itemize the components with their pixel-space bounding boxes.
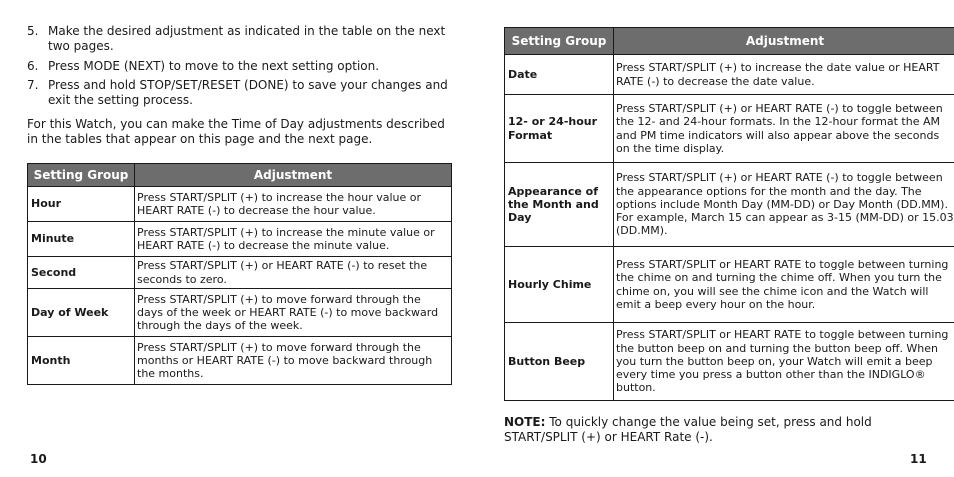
header-adjustment: Adjustment — [614, 28, 954, 55]
table-row — [505, 95, 954, 163]
row-adjustment: Press START/SPLIT or HEART RATE to toggle between turning the chime on and turning the chime off. When you turn the chime on, you will see the chime icon and the Watch will emit a beep every hour on the hour. — [614, 247, 954, 323]
note-label: NOTE: — [504, 415, 546, 429]
step-5 — [27, 24, 451, 54]
row-group: Hour — [28, 187, 135, 222]
page-number-right: 11 — [910, 452, 927, 466]
table-row — [28, 187, 452, 222]
row-adjustment: Press START/SPLIT (+) or HEART RATE (-) to toggle between the 12- and 24-hour formats. In the 12-hour format the AM and PM time indicators will also appear above the seconds on the time display. — [614, 95, 954, 163]
table-row — [28, 222, 452, 257]
row-group: Date — [505, 55, 614, 95]
step-text: Make the desired adjustment as indicated in the table on the next two pages. — [48, 24, 446, 53]
row-adjustment: Press START/SPLIT (+) to move forward through the days of the week or HEART RATE (-) to move backward through the days of the week. — [135, 289, 452, 337]
instruction-steps — [27, 24, 451, 113]
step-number: 6. — [27, 58, 39, 73]
row-adjustment: Press START/SPLIT (+) to move forward through the months or HEART RATE (-) to move backward through the months. — [135, 337, 452, 385]
header-setting-group: Setting Group — [505, 28, 614, 55]
row-group: Second — [28, 257, 135, 289]
header-adjustment: Adjustment — [135, 164, 452, 187]
table-row — [505, 163, 954, 247]
row-group: Hourly Chime — [505, 247, 614, 323]
table-row — [505, 247, 954, 323]
row-group: Minute — [28, 222, 135, 257]
intro-paragraph: For this Watch, you can make the Time of Day adjustments described in the tables that appear on this page and the next page. — [27, 117, 445, 146]
row-adjustment: Press START/SPLIT (+) to increase the minute value or HEART RATE (-) to decrease the minute value. — [135, 222, 452, 257]
row-adjustment: Press START/SPLIT (+) or HEART RATE (-) to toggle between the appearance options for the month and the day. The options include Month Day (MM-DD) or Day Month (DD.MM). For example, March 15 can appear as 3-15 (MM-DD) or 15.03 (DD.MM). — [614, 163, 954, 247]
step-7 — [27, 78, 451, 108]
row-adjustment: Press START/SPLIT (+) to increase the date value or HEART RATE (-) to decrease the date value. — [614, 55, 954, 95]
row-adjustment: Press START/SPLIT or HEART RATE to toggle between turning the button beep on and turning the button beep off. When you turn the button beep on, your Watch will emit a beep every time you press a button other than the INDIGLO® button. — [614, 323, 954, 401]
step-text: Press and hold STOP/SET/RESET (DONE) to save your changes and exit the setting process. — [48, 78, 448, 107]
header-setting-group: Setting Group — [28, 164, 135, 187]
row-adjustment: Press START/SPLIT (+) to increase the hour value or HEART RATE (-) to decrease the hour value. — [135, 187, 452, 222]
time-of-day-table-continued — [504, 27, 954, 401]
note-text: To quickly change the value being set, press and hold START/SPLIT (+) or HEART Rate (-). — [504, 415, 872, 444]
time-of-day-table — [27, 163, 452, 385]
step-number: 7. — [27, 78, 39, 92]
row-group: Button Beep — [505, 323, 614, 401]
step-text: Press MODE (NEXT) to move to the next setting option. — [48, 58, 380, 73]
table-row — [28, 337, 452, 385]
page-number-left: 10 — [30, 452, 47, 466]
row-group: Appearance of the Month and Day — [505, 163, 614, 247]
table-row — [28, 289, 452, 337]
row-group: Month — [28, 337, 135, 385]
note-paragraph — [504, 415, 944, 445]
row-group: Day of Week — [28, 289, 135, 337]
table-header-row — [505, 28, 954, 55]
step-6 — [27, 59, 451, 74]
step-number: 5. — [27, 24, 39, 38]
table-row — [28, 257, 452, 289]
table-row — [505, 323, 954, 401]
row-group: 12- or 24-hour Format — [505, 95, 614, 163]
table-header-row — [28, 164, 452, 187]
row-adjustment: Press START/SPLIT (+) or HEART RATE (-) to reset the seconds to zero. — [135, 257, 452, 289]
table-row — [505, 55, 954, 95]
